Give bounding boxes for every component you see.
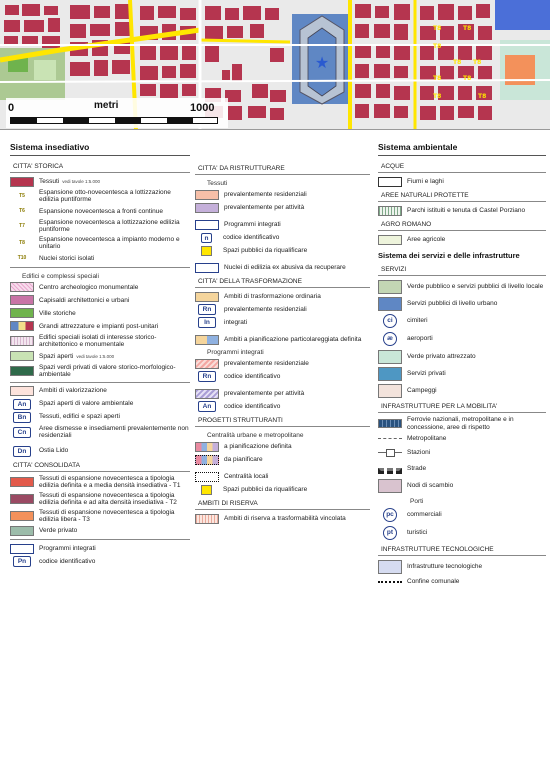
subsection-title: CITTA' CONSOLIDATA	[10, 459, 190, 472]
legend-item	[10, 556, 190, 567]
legend-item	[378, 559, 546, 574]
subsection-title: Programmi integrati	[207, 349, 264, 356]
subsection-title: ACQUE	[378, 160, 546, 173]
swatch	[378, 206, 402, 216]
port-icon: pt	[383, 526, 397, 540]
subsection-title: CITTA' DELLA TRASFORMAZIONE	[195, 275, 370, 288]
legend-label: Centralità locali	[224, 472, 269, 480]
code-badge: Cn	[13, 427, 31, 438]
scale-end: 1000	[190, 102, 215, 114]
legend-label: Ville storiche	[39, 309, 76, 317]
cemetery-icon: ci	[383, 314, 397, 328]
legend-label: Spazi verdi privati di valore storico-morfologico-ambientale	[39, 363, 176, 379]
code-badge: Pn	[13, 556, 31, 567]
legend-label: prevalentemente residenziali	[224, 305, 307, 313]
legend-label: prevalentemente residenziali	[224, 190, 307, 198]
legend-item	[10, 321, 190, 332]
legend-label: Grandi attrezzature e impianti post-unitari	[39, 322, 159, 330]
legend-item	[195, 358, 370, 369]
legend-label: Ambiti a pianificazione particolareggiata definita	[224, 335, 362, 343]
code-badge: In	[198, 317, 216, 328]
legend-column-ristrutturare	[195, 162, 370, 526]
legend-item	[10, 412, 190, 423]
legend-label: Confine comunale	[407, 577, 460, 585]
scale-bar-graphic	[10, 117, 218, 124]
legend-item	[378, 313, 546, 329]
legend-label: Nuclei di edilizia ex abusiva da recuperare	[224, 263, 346, 271]
legend-item	[378, 446, 546, 460]
legend-label: Strade	[407, 465, 427, 473]
swatch	[201, 246, 212, 256]
legend-label: Spazi aperti di valore ambientale	[39, 400, 134, 408]
legend-label: Nodi di scambio	[407, 482, 454, 490]
subsection-title: CITTA' STORICA	[10, 160, 190, 173]
legend-item	[10, 399, 190, 410]
legend-item	[10, 308, 190, 319]
code-label: T5	[19, 193, 25, 200]
subsection-title: Centralità urbane e metropolitane	[207, 432, 304, 439]
legend-label: aeroporti	[407, 335, 433, 343]
swatch	[195, 472, 219, 482]
swatch	[201, 485, 212, 495]
legend-label: Metropolitane	[407, 434, 447, 442]
legend-label: Nuclei storici isolati	[39, 254, 95, 262]
legend-label: Ambiti di trasformazione ordinaria	[224, 292, 321, 300]
swatch	[10, 511, 34, 521]
legend-item	[378, 416, 546, 431]
legend-label: codice identificativo	[224, 402, 281, 410]
legend-item	[10, 176, 190, 187]
swatch	[195, 263, 219, 273]
swatch	[378, 297, 402, 311]
legend-label: Spazi aperti vedi tavole 1:5.000	[39, 352, 115, 360]
map-label: T8	[433, 43, 442, 50]
swatch	[378, 350, 402, 364]
swatch	[195, 442, 219, 452]
section-title: Sistema insediativo	[10, 140, 190, 156]
legend-label: Fiumi e laghi	[407, 177, 444, 185]
subsection-title: AREE NATURALI PROTETTE	[378, 189, 546, 202]
legend-label: prevalentemente per attività	[224, 389, 305, 397]
legend-label: Centro archeologico monumentale	[39, 283, 139, 291]
code-label: T8	[19, 240, 25, 247]
legend-item	[195, 262, 370, 273]
code-badge: n	[201, 233, 212, 243]
swatch	[10, 308, 34, 318]
swatch	[10, 321, 34, 331]
legend-item	[10, 295, 190, 306]
legend-item	[195, 219, 370, 230]
divider	[10, 382, 190, 383]
map-label: T8	[433, 93, 442, 100]
map-label: T8	[463, 75, 472, 82]
legend-column-insediativo	[10, 140, 190, 569]
legend-item	[10, 236, 190, 251]
swatch	[378, 384, 402, 398]
swatch	[195, 220, 219, 230]
swatch	[10, 544, 34, 554]
legend-label: Programmi integrati	[39, 545, 96, 553]
swatch	[378, 280, 402, 294]
code-label: T10	[17, 255, 27, 262]
swatch	[378, 464, 402, 474]
legend-item	[195, 371, 370, 382]
swatch	[10, 494, 34, 504]
legend-label: Aree agricole	[407, 235, 446, 243]
subsection-title: Edifici e complessi speciali	[22, 272, 99, 280]
subsection-title: SERVIZI	[378, 263, 546, 276]
legend-item	[10, 425, 190, 440]
divider	[10, 267, 190, 268]
legend-item	[378, 205, 546, 216]
scale-title: metri	[94, 100, 119, 111]
legend-item	[10, 543, 190, 554]
legend-item	[378, 507, 546, 523]
legend-label: codice identificativo	[223, 233, 280, 241]
legend-item	[10, 206, 190, 217]
legend-item	[195, 232, 370, 243]
legend-item	[378, 525, 546, 541]
legend-item	[195, 189, 370, 200]
legend-label: Tessuti vedi tavole 1:5.000	[39, 177, 101, 185]
swatch	[378, 434, 402, 444]
legend-item	[195, 304, 370, 315]
legend-item	[10, 509, 190, 524]
legend-item	[10, 492, 190, 507]
legend-label: Spazi pubblici da riqualificare	[223, 485, 308, 493]
map-label: T8	[433, 25, 442, 32]
subsection-title: AMBITI DI RISERVA	[195, 497, 370, 510]
swatch	[195, 389, 219, 399]
swatch	[195, 190, 219, 200]
legend-item	[10, 282, 190, 293]
legend-label: Ambiti di riserva a trasformabilità vincolata	[224, 514, 346, 522]
legend-item	[10, 334, 190, 349]
legend-item	[195, 513, 370, 524]
legend-label: Stazioni	[407, 449, 431, 457]
legend-item	[378, 383, 546, 398]
code-badge: Bn	[13, 412, 31, 423]
subsection-title: CITTA' DA RISTRUTTURARE	[195, 162, 370, 175]
legend-item	[10, 364, 190, 379]
legend-item	[195, 484, 370, 495]
legend-label: da pianificare	[224, 455, 263, 463]
legend-label: Campeggi	[407, 386, 437, 394]
swatch	[378, 419, 402, 428]
swatch	[195, 335, 219, 345]
swatch	[195, 514, 219, 524]
legend-item	[378, 296, 546, 311]
legend-item	[378, 366, 546, 381]
legend-item	[378, 331, 546, 347]
subsection-title: INFRASTRUTTURE PER LA MOBILITA'	[378, 400, 546, 413]
code-label: T7	[19, 223, 25, 230]
map-label: T8	[433, 75, 442, 82]
legend-item	[195, 291, 370, 302]
legend-label: Espansione novecentesca a impianto moderno e unitario	[39, 235, 180, 251]
swatch	[10, 336, 34, 346]
legend-item	[195, 202, 370, 213]
swatch	[195, 455, 219, 465]
map-label: T8	[478, 93, 487, 100]
legend-label: Verde privato	[39, 527, 78, 535]
legend-label: Ambiti di valorizzazione	[39, 387, 107, 395]
code-badge: Rn	[198, 304, 216, 315]
legend-label: commerciali	[407, 511, 442, 519]
code-badge: Rn	[198, 371, 216, 382]
legend-item	[378, 279, 546, 294]
swatch	[10, 386, 34, 396]
subsection-title: Porti	[410, 498, 424, 505]
swatch	[378, 479, 402, 493]
scale-bar	[10, 100, 225, 128]
swatch	[378, 367, 402, 381]
legend-item	[10, 446, 190, 457]
swatch	[378, 235, 402, 245]
subsection-title: Tessuti	[207, 180, 228, 187]
swatch	[378, 560, 402, 574]
legend-label: prevalentemente residenziale	[224, 359, 309, 367]
legend-item	[378, 349, 546, 364]
legend-label: prevalentemente per attività	[224, 203, 305, 211]
subsection-title: INFRASTRUTTURE TECNOLOGICHE	[378, 543, 546, 556]
subsection-title: PROGETTI STRUTTURANTI	[195, 414, 370, 427]
legend-label: Espansione novecentesca a fronti continue	[39, 207, 163, 215]
swatch	[10, 177, 34, 187]
airport-icon: æ	[383, 332, 397, 346]
legend-item	[195, 317, 370, 328]
subsection-title: AGRO ROMANO	[378, 218, 546, 231]
legend-item	[10, 351, 190, 362]
legend-label: integrati	[224, 318, 248, 326]
legend-item	[10, 253, 190, 264]
legend-item	[378, 176, 546, 187]
swatch	[378, 177, 402, 187]
legend-label: codice identificativo	[224, 372, 281, 380]
swatch	[10, 351, 34, 361]
station-icon	[378, 448, 402, 458]
legend-item	[10, 386, 190, 397]
legend-label: Verde pubblico e servizi pubblici di livello locale	[407, 282, 544, 290]
legend-item	[195, 334, 370, 345]
legend-label: Ferrovie nazionali, metropolitane e in concessione, aree di rispetto	[407, 416, 514, 431]
legend-item	[10, 525, 190, 536]
code-badge: Dn	[13, 446, 31, 457]
legend-item	[378, 234, 546, 245]
port-icon: pc	[383, 508, 397, 522]
legend-label: Tessuti di espansione novecentesca a tipologia edilizia libera - T3	[39, 508, 175, 523]
code-badge: An	[13, 399, 31, 410]
legend-label: Tessuti di espansione novecentesca a tipologia edilizia definita e a media densità insediativa - T1	[39, 474, 181, 490]
legend-item	[195, 245, 370, 256]
map-label: T8	[453, 59, 462, 66]
legend-item	[195, 454, 370, 465]
code-badge: An	[198, 401, 216, 412]
legend-label: Verde privato attrezzato	[407, 352, 476, 360]
legend-label: Ostia Lido	[39, 447, 69, 455]
legend-item	[10, 219, 190, 234]
legend-item	[10, 475, 190, 490]
legend-label: Infrastrutture tecnologiche	[407, 562, 483, 570]
swatch	[378, 577, 402, 587]
legend-column-ambientale	[378, 140, 546, 589]
legend-label: codice identificativo	[39, 558, 96, 566]
swatch	[10, 282, 34, 292]
legend-label: Edifici speciali isolati di interesse storico-architettonico e monumentale	[39, 333, 157, 349]
legend-item	[195, 471, 370, 482]
legend-label: Espansione otto-novecentesca a lottizzazione edilizia puntiforme	[39, 189, 171, 204]
divider	[10, 539, 190, 540]
legend-item	[195, 441, 370, 452]
city-map[interactable]	[0, 0, 550, 130]
swatch	[10, 295, 34, 305]
legend-label: Espansione novecentesca a lottizzazione edilizia puntiforme	[39, 218, 180, 234]
swatch	[10, 477, 34, 487]
legend-item	[10, 189, 190, 204]
legend-label: cimiteri	[407, 317, 428, 325]
swatch	[10, 366, 34, 376]
swatch	[10, 526, 34, 536]
swatch	[195, 203, 219, 213]
legend-label: Spazi pubblici da riqualificare	[223, 246, 308, 254]
legend-item	[195, 401, 370, 412]
map-label: T8	[473, 59, 482, 66]
legend-label: Tessuti, edifici e spazi aperti	[39, 413, 120, 421]
legend-label: turistici	[407, 529, 428, 537]
legend-label: Programmi integrati	[224, 220, 281, 228]
legend-label: Tessuti di espansione novecentesca a tipologia edilizia definita e ad alta densità insediativa - T2	[39, 491, 177, 507]
legend-item	[378, 478, 546, 494]
scale-start: 0	[8, 102, 15, 114]
swatch	[195, 292, 219, 302]
section-title: Sistema dei servizi e delle infrastrutture	[378, 251, 520, 260]
map-label: T8	[463, 25, 472, 32]
swatch	[195, 359, 219, 369]
code-label: T6	[19, 208, 25, 215]
legend-item	[378, 433, 546, 444]
section-title: Sistema ambientale	[378, 140, 546, 156]
svg-text:★: ★	[314, 53, 330, 72]
legend-item	[378, 576, 546, 587]
legend-label: Parchi istituiti e tenuta di Castel Porziano	[407, 206, 526, 214]
legend-item	[378, 462, 546, 476]
legend-label: a pianificazione definita	[224, 442, 292, 450]
legend-label: Servizi pubblici di livello urbano	[407, 299, 498, 307]
legend-label: Capisaldi architettonici e urbani	[39, 296, 130, 304]
legend-label: Servizi privati	[407, 369, 446, 377]
legend-item	[195, 388, 370, 399]
legend-label: Aree dismesse e insediamenti prevalentemente non residenziali	[39, 424, 189, 440]
